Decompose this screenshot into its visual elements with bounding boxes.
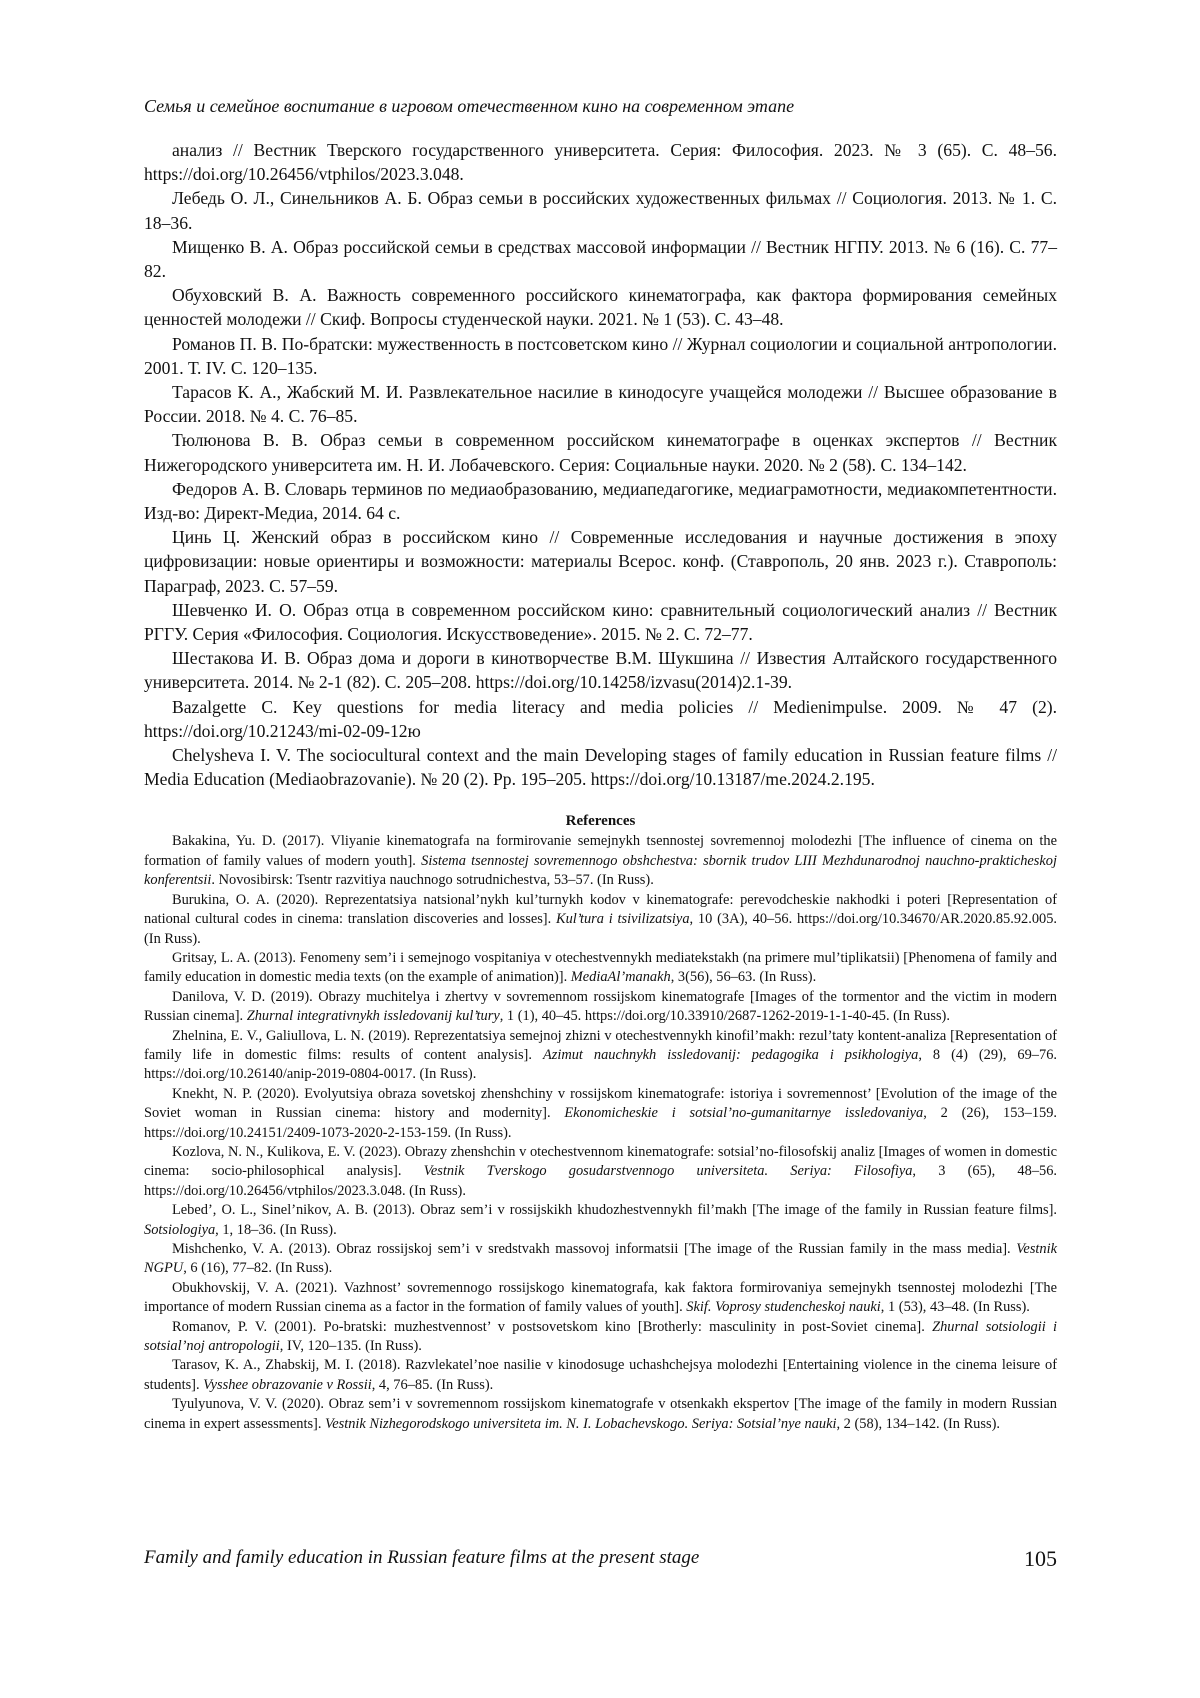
- literature-entry: Шевченко И. О. Образ отца в современном российском кино: сравнительный социологический анализ // Вестник РГГУ. Серия «Философия. Социология. Искусствоведение». 2015. № 2. С. 72–77.: [144, 599, 1057, 645]
- references-heading: References: [565, 813, 636, 830]
- page-content: [144, 138, 1057, 1434]
- reference-text: Bakakina, Yu. D. (2017). Vliyanie kinematografa na formirovanie semejnykh tsennostej sovremennoj molodezhi [The influence of cinema on the formation of family values of modern youth].: [144, 833, 1057, 869]
- reference-text: Knekht, N. P. (2020). Evolyutsiya obraza sovetskoj zhenshchiny v rossijskom kinematografe: istoriya i sovremennost’ [Evolution of the image of the Soviet woman in Russian cinema: history and modernity].: [144, 1085, 1057, 1122]
- reference-entry: [144, 1027, 1057, 1085]
- reference-source-title: Zhurnal integrativnykh issledovanij kul’tury: [246, 1008, 500, 1025]
- literature-entry: Тюлюнова В. В. Образ семьи в современном российском кинематографе в оценках экспертов // Вестник Нижегородского университета им. Н. И. Лобачевского. Серия: Социальные науки. 2020. № 2 (58). С. 134–142.: [144, 430, 1057, 475]
- reference-details: . Novosibirsk: Tsentr razvitiya nauchnogo sotrudnichestva, 53–57. (In Russ).: [211, 872, 654, 889]
- reference-text: Danilova, V. D. (2019). Obrazy muchitelya i zhertvy v sovremennom rossijskom kinematografe [Images of the tormentor and the victim in modern Russian cinema].: [144, 988, 1057, 1025]
- reference-source-title: Kul’tura i tsivilizatsiya: [556, 911, 690, 928]
- reference-entry: [144, 832, 1057, 890]
- reference-text: Zhelnina, E. V., Galiullova, L. N. (2019). Reprezentatsiya semejnoj zhizni v otechestvennykh kinofil’makh: rezul’taty kontent-analiza [Representation of family life in domestic films: results of content analysis].: [144, 1027, 1057, 1063]
- literature-entry: Романов П. В. По-братски: мужественность в постсоветском кино // Журнал социологии и социальной антропологии. 2001. Т. IV. С. 120–135.: [144, 333, 1057, 378]
- running-title: Семья и семейное воспитание в игровом отечественном кино на современном этапе: [144, 96, 795, 116]
- reference-entry: [144, 1279, 1057, 1318]
- reference-text: Lebed’, O. L., Sinel’nikov, A. B. (2013). Obraz sem’i v rossijskikh khudozhestvennykh fil’makh [The image of the family in Russian feature films].: [172, 1202, 1057, 1219]
- reference-entry: [144, 1240, 1057, 1279]
- reference-text: Burukina, O. A. (2020). Reprezentatsiya natsional’nykh kul’turnykh kodov v kinematografe: perevodcheskie nakhodki i poteri [Representation of national cultural codes in cinema: translation discoveries and losses].: [144, 891, 1057, 928]
- reference-entry: [144, 949, 1057, 988]
- literature-entry: Мищенко В. А. Образ российской семьи в средствах массовой информации // Вестник НГПУ. 2013. № 6 (16). С. 77–82.: [144, 236, 1057, 282]
- page-number: 105: [1024, 1546, 1057, 1571]
- reference-entry: [144, 1085, 1057, 1143]
- reference-source-title: Vestnik Tverskogo gosudarstvennogo universiteta. Seriya: Filosofiya: [423, 1163, 913, 1180]
- reference-source-title: Vysshee obrazovanie v Rossii: [203, 1376, 372, 1393]
- reference-source-title: Vestnik NGPU: [144, 1241, 1057, 1277]
- reference-source-title: Vestnik Nizhegorodskogo universiteta im. N. I. Lobachevskogo. Seriya: Sotsial’nye nauki: [325, 1415, 837, 1432]
- reference-text: Mishchenko, V. A. (2013). Obraz rossijskoj sem’i v sredstvakh massovoj informatsii [The image of the Russian family in the mass media].: [172, 1241, 1017, 1258]
- reference-source-title: Azimut nauchnykh issledovanij: pedagogika i psikhologiya: [542, 1046, 919, 1063]
- literature-entry: Федоров А. В. Словарь терминов по медиаобразованию, медиапедагогике, медиаграмотности, медиакомпетентности. Изд-во: Директ-Медиа, 2014. 64 с.: [144, 478, 1057, 524]
- reference-details: , 2 (26), 153–159. https://doi.org/10.24151/2409-1073-2020-2-153-159. (In Russ).: [144, 1105, 1058, 1141]
- footer-title: Family and family education in Russian feature films at the present stage: [144, 1547, 700, 1568]
- reference-source-title: Sistema tsennostej sovremennogo obshchestva: sbornik trudov LIII Mezhdunarodnoj nauchno-prakticheskoj konferentsii: [144, 852, 1057, 889]
- literature-list-ru: [144, 138, 1057, 791]
- reference-entry: [144, 1201, 1057, 1240]
- reference-details: , 1, 18–36. (In Russ).: [215, 1221, 337, 1238]
- reference-details: , 3(56), 56–63. (In Russ).: [670, 969, 817, 986]
- reference-text: Kozlova, N. N., Kulikova, E. V. (2023). Obrazy zhenshchin v otechestvennom kinematografe: sotsial’no-filosofskij analiz [Images of women in domestic cinema: socio-philosophical analysis].: [144, 1143, 1057, 1180]
- reference-text: Obukhovskij, V. A. (2021). Vazhnost’ sovremennogo rossijskogo kinematografa, kak faktora formirovaniya semejnykh tsennostej molodezhi [The importance of modern Russian cinema as a factor in the formation of family values of youth].: [144, 1279, 1057, 1316]
- reference-details: , 3 (65), 48–56. https://doi.org/10.26456/vtphilos/2023.3.048. (In Russ).: [144, 1163, 1057, 1199]
- literature-entry: Лебедь О. Л., Синельников А. Б. Образ семьи в российских художественных фильмах // Социология. 2013. № 1. С. 18–36.: [144, 188, 1057, 233]
- literature-entry: Цинь Ц. Женский образ в российском кино // Современные исследования и научные достижения в эпоху цифровизации: новые ориентиры и возможности: материалы Всерос. конф. (Ставрополь, 20 янв. 2023 г.). Ставрополь: Параграф, 2023. С. 57–59.: [144, 527, 1057, 596]
- reference-details: , 10 (3A), 40–56. https://doi.org/10.34670/AR.2020.85.92.005. (In Russ).: [144, 911, 1058, 947]
- reference-details: , 1 (1), 40–45. https://doi.org/10.33910/2687-1262-2019-1-1-40-45. (In Russ).: [499, 1008, 950, 1025]
- reference-text: Tarasov, K. A., Zhabskij, M. I. (2018). Razvlekatel’noe nasilie v kinodosuge uchashchejsya molodezhi [Entertaining violence in the cinema leisure of students].: [144, 1357, 1057, 1393]
- reference-text: Gritsay, L. A. (2013). Fenomeny sem’i i semejnogo vospitaniya v otechestvennykh mediatekstakh (na primere mul’tiplikatsii) [Phenomena of family and family education in domestic media texts (on the example of animation)].: [144, 949, 1057, 986]
- literature-entry: Bazalgette C. Key questions for media literacy and media policies // Medienimpulse. 2009. № 47 (2). https://doi.org/10.21243/mi-02-09-12ю: [144, 696, 1057, 741]
- reference-text: Tyulyunova, V. V. (2020). Obraz sem’i v sovremennom rossijskom kinematografe v otsenkakh ekspertov [The image of the family in modern Russian cinema in expert assessments].: [144, 1396, 1057, 1432]
- reference-entry: [144, 1318, 1057, 1357]
- reference-details: , 4, 76–85. (In Russ).: [371, 1376, 494, 1393]
- literature-entry: Chelysheva I. V. The sociocultural context and the main Developing stages of family education in Russian feature films // Media Education (Mediaobrazovanie). № 20 (2). Pp. 195–205. https://doi.org/10.13187/me.2024.2.195.: [144, 745, 1057, 790]
- reference-source-title: Skif. Voprosy studencheskoj nauki: [686, 1299, 881, 1316]
- reference-details: , IV, 120–135. (In Russ).: [279, 1338, 422, 1355]
- reference-details: , 1 (53), 43–48. (In Russ).: [880, 1299, 1030, 1316]
- literature-entry: анализ // Вестник Тверского государственного университета. Серия: Философия. 2023. № 3 (65). С. 48–56. https://doi.org/10.26456/vtphilos/2023.3.048.: [144, 140, 1057, 185]
- literature-entry: Обуховский В. А. Важность современного российского кинематографа, как фактора формирования семейных ценностей молодежи // Скиф. Вопросы студенческой науки. 2021. № 1 (53). С. 43–48.: [144, 285, 1057, 330]
- reference-details: , 8 (4) (29), 69–76. https://doi.org/10.26140/anip-2019-0804-0017. (In Russ).: [144, 1046, 1057, 1083]
- reference-entry: [144, 1356, 1057, 1395]
- reference-source-title: Ekonomicheskie i sotsial’no-gumanitarnye issledovaniya: [564, 1105, 924, 1122]
- reference-source-title: MediaAl’manakh: [570, 969, 671, 986]
- reference-details: , 2 (58), 134–142. (In Russ).: [836, 1415, 1000, 1432]
- reference-source-title: Zhurnal sotsiologii i sotsial’noj antropologii: [144, 1318, 1057, 1355]
- reference-entry: [144, 1143, 1057, 1201]
- literature-entry: Шестакова И. В. Образ дома и дороги в кинотворчестве В.М. Шукшина // Известия Алтайского государственного университета. 2014. № 2-1 (82). С. 205–208. https://doi.org/10.14258/izvasu(2014)2.1-39.: [144, 648, 1057, 693]
- reference-entry: [144, 891, 1057, 949]
- reference-source-title: Sotsiologiya: [144, 1221, 216, 1238]
- reference-details: , 6 (16), 77–82. (In Russ).: [183, 1260, 333, 1277]
- literature-entry: Тарасов К. А., Жабский М. И. Развлекательное насилие в кинодосуге учащейся молодежи // Высшее образование в России. 2018. № 4. С. 76–85.: [144, 382, 1057, 427]
- references-list: [144, 832, 1057, 1434]
- reference-text: Romanov, P. V. (2001). Po-bratski: muzhestvennost’ v postsovetskom kino [Brotherly: masculinity in post-Soviet cinema].: [172, 1318, 933, 1335]
- reference-entry: [144, 1395, 1057, 1434]
- reference-entry: [144, 988, 1057, 1027]
